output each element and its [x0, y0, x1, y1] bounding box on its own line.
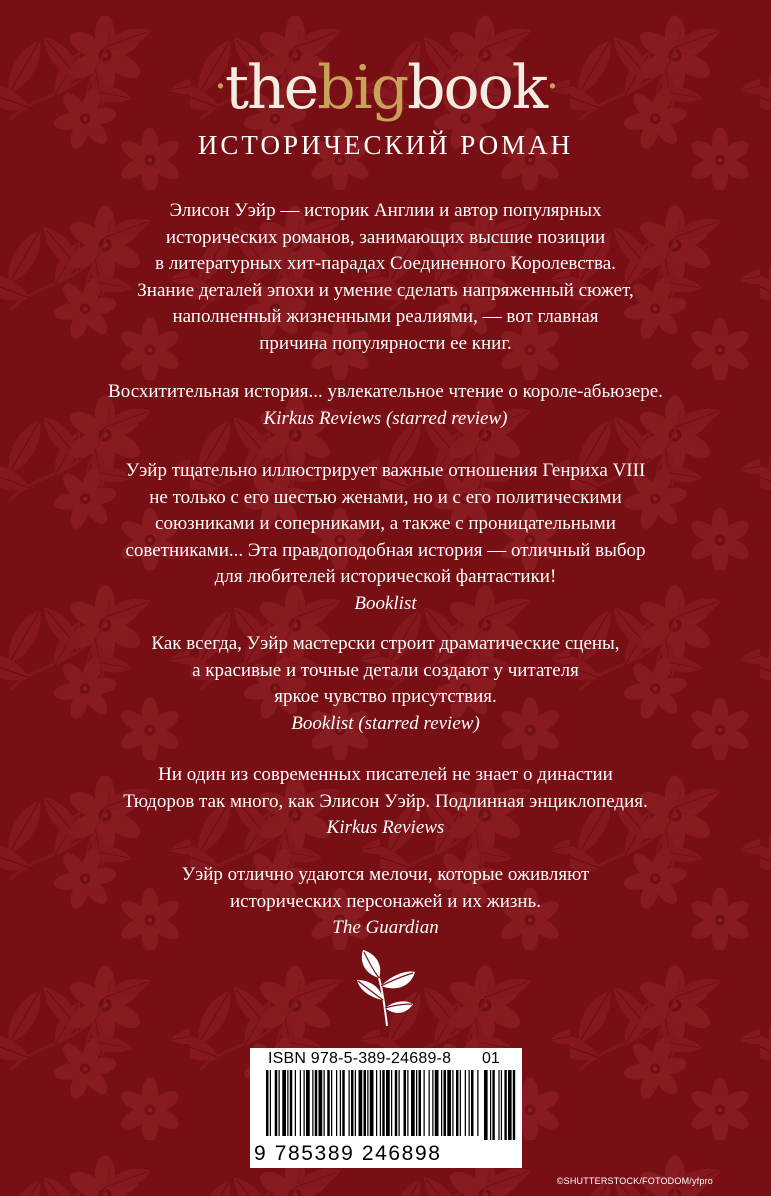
barcode-bar — [290, 1070, 293, 1136]
review-line: Ни один из современных писателей не знает о династии — [158, 764, 613, 785]
logo-dot: · — [214, 64, 225, 110]
barcode-bar — [411, 1070, 415, 1136]
barcode-bar — [295, 1070, 296, 1136]
barcode-bar — [370, 1070, 374, 1136]
barcode-bar — [416, 1070, 417, 1136]
barcode-bars — [250, 1070, 522, 1144]
barcode-bar — [460, 1070, 461, 1136]
review-line: яркое чувство присутствия. — [274, 686, 497, 707]
barcode-bar — [355, 1070, 356, 1136]
barcode-bar — [382, 1070, 385, 1136]
barcode-bar — [399, 1070, 400, 1136]
barcode-bar — [327, 1070, 330, 1136]
review-source: Kirkus Reviews (starred review) — [263, 407, 508, 429]
logo-book: book — [407, 53, 547, 123]
barcode-bar — [300, 1070, 301, 1136]
barcode-bar — [469, 1070, 470, 1136]
barcode-bar — [319, 1070, 323, 1136]
barcode-bar — [441, 1070, 442, 1136]
review-line: не только с его шестью женами, но и с его политическими — [149, 486, 622, 508]
barcode-bar — [435, 1070, 439, 1136]
barcode-bar — [404, 1070, 407, 1136]
barcode-bar — [306, 1070, 310, 1136]
review-source: The Guardian — [332, 917, 439, 938]
barcode-bar — [395, 1070, 398, 1136]
barcode-bar — [340, 1070, 341, 1136]
logo-big: big — [317, 53, 408, 123]
barcode — [250, 1048, 522, 1168]
logo-the: the — [224, 53, 318, 123]
review-line: а красивые и точные детали создают у читателя — [192, 659, 579, 681]
barcode-bar — [312, 1070, 313, 1136]
addon-bar — [498, 1070, 499, 1140]
review-source: Booklist — [354, 592, 417, 614]
image-credit: ©SHUTTERSTOCK/FOTODOM/yfpro — [556, 1176, 713, 1186]
barcode-bar — [287, 1070, 288, 1136]
barcode-bar — [349, 1070, 350, 1136]
addon-bar — [501, 1070, 502, 1140]
barcode-bar — [391, 1070, 392, 1136]
review-quote — [60, 631, 711, 737]
addon-bar — [490, 1070, 491, 1140]
review-quote — [60, 458, 711, 617]
review-line: исторических персонажей и их жизнь. — [230, 890, 541, 912]
barcode-bar — [407, 1070, 408, 1136]
intro-line: Знание деталей эпохи и умение сделать напряженный сюжет, — [137, 279, 634, 301]
addon-bar — [508, 1070, 512, 1140]
review-line: Уэйр отлично удаются мелочи, которые оживляют — [181, 864, 590, 885]
review-line: Восхитительная история... увлекательное чтение о короле-абьюзере. — [108, 381, 663, 402]
barcode-bar — [304, 1070, 305, 1136]
barcode-bar — [376, 1070, 377, 1136]
barcode-bar — [315, 1070, 318, 1136]
review-line: Как всегда, Уэйр мастерски строит драматические сцены, — [151, 633, 620, 654]
barcode-bar — [477, 1070, 478, 1136]
review-source: Booklist (starred review) — [291, 712, 480, 734]
ean-digits: 9 785389 246898 — [254, 1142, 442, 1165]
review-line: союзниками и соперниками, а также с проницательными — [155, 513, 616, 534]
review-line: Тюдоров так много, как Элисон Уэйр. Подлинная энциклопедия. — [123, 790, 648, 812]
barcode-bar — [270, 1070, 271, 1136]
isbn-addon: 01 — [482, 1050, 500, 1067]
intro-line: в литературных хит-парадах Соединенного Королевства. — [155, 253, 616, 274]
addon-bar — [504, 1070, 506, 1140]
barcode-bar — [367, 1070, 368, 1136]
barcode-bar — [364, 1070, 367, 1136]
intro-line: Элисон Уэйр — историк Англии и автор популярных — [169, 200, 602, 221]
barcode-bar — [331, 1070, 332, 1136]
review-quote — [60, 379, 711, 432]
intro-line: исторических романов, занимающих высшие позиции — [165, 226, 606, 248]
barcode-bar — [279, 1070, 280, 1136]
addon-bar — [484, 1070, 488, 1140]
logo-dot: · — [546, 64, 557, 110]
barcode-bar — [336, 1070, 337, 1136]
barcode-bar — [359, 1070, 363, 1136]
review-line: советниками... Эта правдоподобная история — отличный выбор — [125, 539, 646, 561]
series-title: ИСТОРИЧЕСКИЙ РОМАН — [197, 130, 574, 160]
barcode-bar — [351, 1070, 354, 1136]
barcode-bar — [444, 1070, 447, 1136]
addon-bar — [513, 1070, 515, 1140]
barcode-bar — [465, 1070, 466, 1136]
barcode-bar — [275, 1070, 278, 1136]
barcode-bar — [424, 1070, 425, 1136]
barcode-bar — [432, 1070, 433, 1136]
barcode-bar — [342, 1070, 345, 1136]
leaf-sprig-icon — [355, 948, 417, 1028]
review-line: Уэйр тщательно иллюстрирует важные отношения Генриха VIII — [125, 460, 646, 481]
barcode-bar — [471, 1070, 474, 1136]
barcode-bar — [429, 1070, 430, 1136]
barcode-bar — [380, 1070, 381, 1136]
barcode-bar — [324, 1070, 325, 1136]
intro-line: наполненный жизненными реалиями, — вот главная — [172, 306, 599, 327]
barcode-bar — [447, 1070, 451, 1136]
addon-bar — [492, 1070, 494, 1140]
barcode-bar — [419, 1070, 422, 1136]
review-line: для любителей исторической фантастики! — [214, 566, 557, 587]
publisher-logo — [0, 52, 771, 123]
barcode-bar — [386, 1070, 390, 1136]
review-quote — [60, 862, 711, 942]
barcode-bar — [456, 1070, 459, 1136]
intro-line: причина популярности ее книг. — [259, 332, 512, 354]
barcode-bar — [452, 1070, 453, 1136]
author-intro — [60, 198, 711, 357]
barcode-bar — [282, 1070, 286, 1136]
barcode-bar — [266, 1070, 269, 1136]
review-quote — [60, 762, 711, 842]
review-source: Kirkus Reviews — [326, 817, 445, 838]
isbn-number: ISBN 978-5-389-24689-8 — [268, 1050, 452, 1067]
